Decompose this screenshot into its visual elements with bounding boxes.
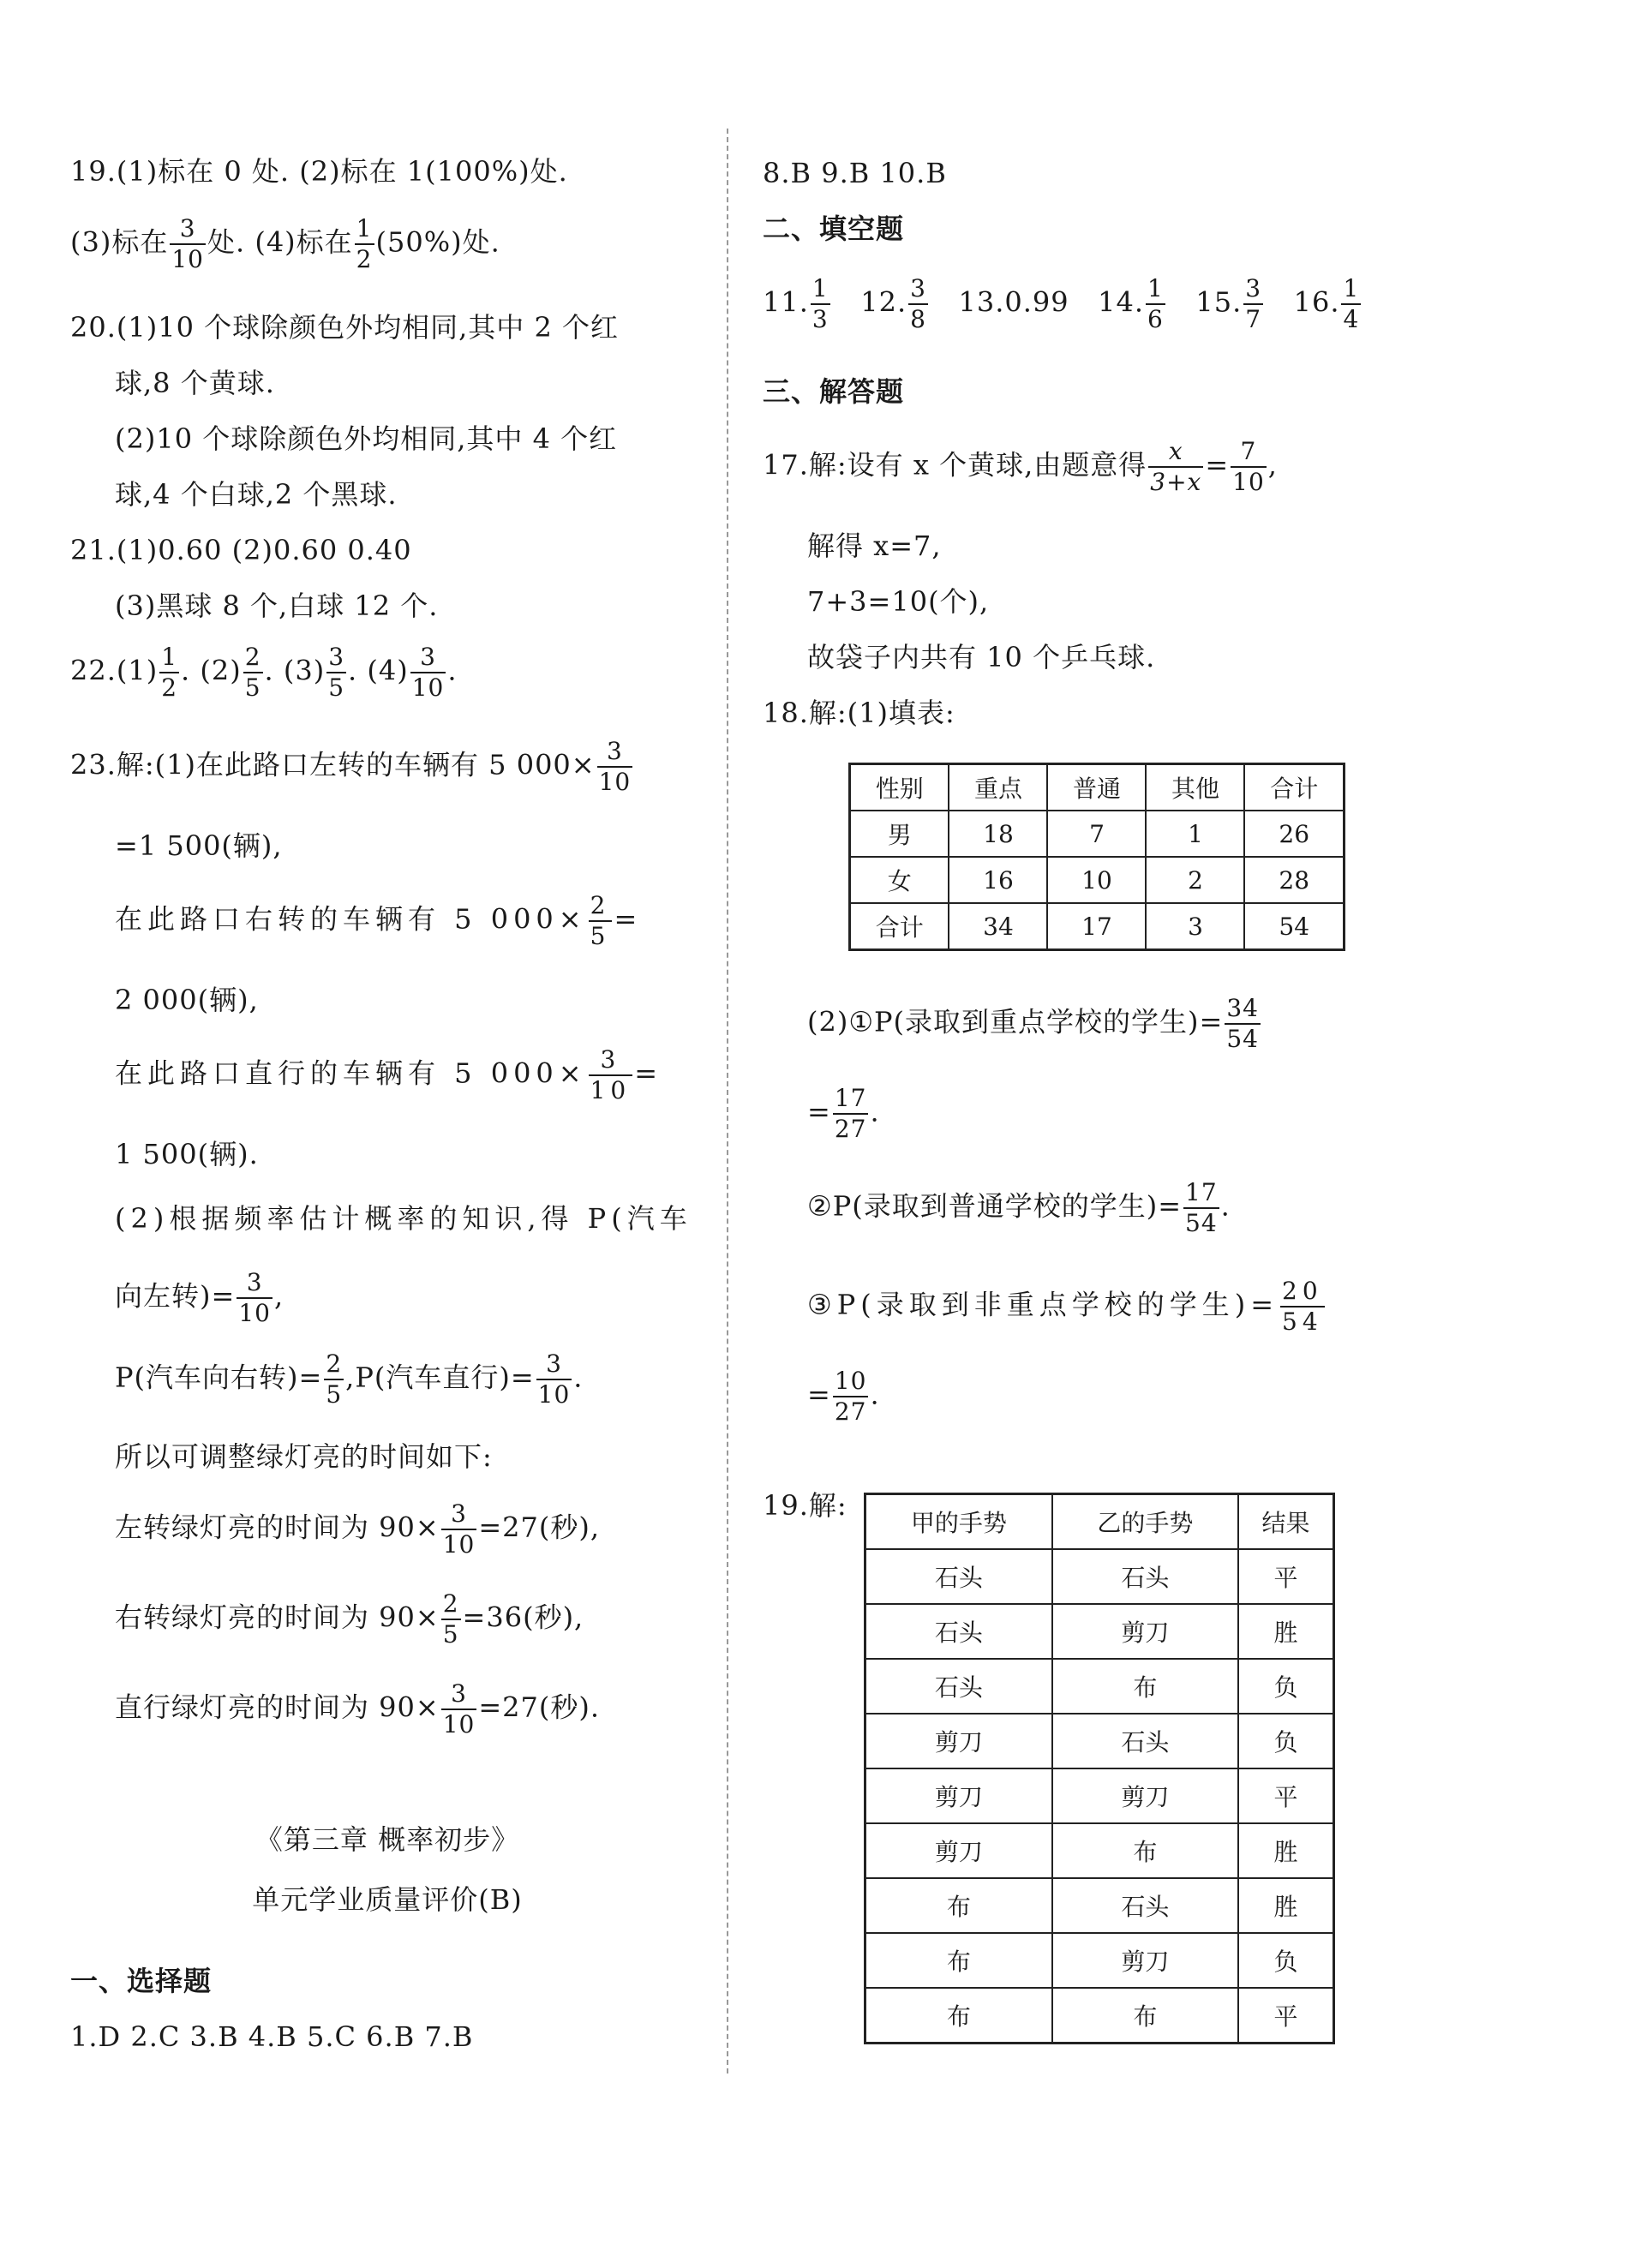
fraction: $\frac{17}{54}$ — [1185, 1178, 1218, 1237]
fraction: $\frac{2}{5}$ — [590, 891, 611, 950]
table-cell: 女 — [850, 857, 949, 903]
table-cell: 布 — [1052, 1988, 1238, 2044]
answer-23-line12: 右转绿灯亮的时间为 90× $\frac{2}{5}$ =36(秒), — [115, 1589, 584, 1649]
fraction: $\frac{3}{10}$ — [442, 1499, 476, 1559]
table-cell: 17 — [1047, 903, 1146, 950]
section-solve-heading: 三、解答题 — [763, 375, 905, 408]
table-cell: 18 — [949, 811, 1047, 857]
table-header-cell: 合计 — [1244, 764, 1344, 811]
fraction: $\frac{20}{54}$ — [1282, 1277, 1323, 1336]
table-cell: 石头 — [1052, 1878, 1238, 1933]
fill-answers: 11. $\frac{1}{3}$ 12. $\frac{3}{8}$ 13.0.99 14. $\frac{1}{6}$ 15. $\frac{3}{7}$ 16. $\frac{1}{4}$ — [763, 274, 1360, 333]
chapter-title: 《第三章 概率初步》 — [255, 1823, 520, 1856]
answer-18-line2: (2)①P(录取到重点学校的学生)= $\frac{34}{54}$ — [807, 994, 1259, 1053]
table-row — [865, 1549, 1334, 1604]
answer-19-line2: (3)标在 $\frac{3}{10}$ 处. (4)标在 $\frac{1}{2}$ (50%)处. — [70, 214, 500, 273]
table-row — [850, 903, 1345, 950]
fraction: $\frac{10}{27}$ — [834, 1367, 867, 1426]
answer-20-line2: 球,8 个黄球. — [115, 367, 275, 399]
answer-23-line2: =1 500(辆), — [115, 829, 283, 862]
table-cell: 剪刀 — [1052, 1604, 1238, 1659]
answer-18-line5: ③P(录取到非重点学校的学生)= $\frac{20}{54}$ — [807, 1277, 1323, 1336]
answer-23-line1: 23.解:(1)在此路口左转的车辆有 5 000× $\frac{3}{10}$ — [70, 737, 632, 796]
table-cell: 28 — [1244, 857, 1344, 903]
section-choice-heading: 一、选择题 — [70, 1965, 213, 1997]
answer-23-line10: 所以可调整绿灯亮的时间如下: — [115, 1440, 493, 1473]
table-cell: 平 — [1238, 1768, 1334, 1823]
table-cell: 胜 — [1238, 1823, 1334, 1878]
table-row — [865, 1604, 1334, 1659]
table-cell: 布 — [1052, 1659, 1238, 1714]
table-cell: 布 — [865, 1878, 1052, 1933]
table-cell: 3 — [1146, 903, 1244, 950]
answer-22: 22.(1) $\frac{1}{2}$ . (2) $\frac{2}{5}$ . (3) $\frac{3}{5}$ . (4) $\frac{3}{10}$ . — [70, 643, 458, 702]
answer-23-line5: 在此路口直行的车辆有 5 000× $\frac{3}{10}$ = — [115, 1045, 663, 1104]
fraction: $\frac{2}{5}$ — [442, 1589, 459, 1649]
fraction: $\frac{3}{10}$ — [238, 1268, 271, 1327]
answer-23-line9: P(汽车向右转)= $\frac{2}{5}$ ,P(汽车直行)= $\frac{3}{10}$ . — [115, 1349, 584, 1409]
table-cell: 负 — [1238, 1933, 1334, 1988]
answer-18-line4: ②P(录取到普通学校的学生)= $\frac{17}{54}$ . — [807, 1178, 1231, 1237]
answer-23-line8: 向左转)= $\frac{3}{10}$ , — [115, 1268, 284, 1327]
fraction: $\frac{3}{10}$ — [171, 214, 204, 273]
fraction: $\frac{1}{2}$ — [356, 214, 373, 273]
table-cell: 26 — [1244, 811, 1344, 857]
fraction: $\frac{3}{10}$ — [411, 643, 445, 702]
fraction: $\frac{1}{3}$ — [812, 274, 829, 333]
table-cell: 16 — [949, 857, 1047, 903]
table-row — [865, 1768, 1334, 1823]
table-header-cell: 其他 — [1146, 764, 1244, 811]
table-row — [850, 811, 1345, 857]
table-header-cell: 甲的手势 — [865, 1494, 1052, 1550]
answer-20-line4: 球,4 个白球,2 个黑球. — [115, 478, 398, 511]
fraction: $\frac{17}{27}$ — [834, 1084, 867, 1143]
answer-19-label: 19.解: — [763, 1489, 847, 1522]
fraction: $\frac{3}{8}$ — [910, 274, 926, 333]
table-cell: 石头 — [865, 1604, 1052, 1659]
table-cell: 剪刀 — [1052, 1933, 1238, 1988]
answer-20-line3: (2)10 个球除颜色外均相同,其中 4 个红 — [115, 422, 618, 455]
table-header-cell: 普通 — [1047, 764, 1146, 811]
answer-18-line6: = $\frac{10}{27}$ . — [807, 1367, 880, 1426]
table-cell: 负 — [1238, 1714, 1334, 1768]
table-cell: 54 — [1244, 903, 1344, 950]
answer-17-line1: 17.解:设有 x 个黄球,由题意得 $\frac{x}{3+x}$ = $\frac{7}{10}$ , — [763, 437, 1278, 496]
rock-paper-scissors-table — [864, 1493, 1335, 2044]
table-cell: 剪刀 — [865, 1823, 1052, 1878]
answer-23-line3: 在此路口右转的车辆有 5 000× $\frac{2}{5}$ = — [115, 891, 643, 950]
table-cell: 剪刀 — [865, 1768, 1052, 1823]
table-cell: 布 — [1052, 1823, 1238, 1878]
section-fill-heading: 二、填空题 — [763, 212, 905, 245]
table-cell: 负 — [1238, 1659, 1334, 1714]
answer-18-line3: = $\frac{17}{27}$ . — [807, 1084, 880, 1143]
table-row — [865, 1823, 1334, 1878]
table-cell: 布 — [865, 1988, 1052, 2044]
fraction: $\frac{3}{10}$ — [442, 1679, 476, 1738]
fraction: $\frac{3}{7}$ — [1245, 274, 1262, 333]
table-cell: 2 — [1146, 857, 1244, 903]
unit-title: 单元学业质量评价(B) — [252, 1883, 523, 1916]
fraction: $\frac{7}{10}$ — [1232, 437, 1265, 496]
table-cell: 石头 — [865, 1549, 1052, 1604]
table-cell: 布 — [865, 1933, 1052, 1988]
table-header-row — [865, 1494, 1334, 1550]
table-cell: 合计 — [850, 903, 949, 950]
column-divider — [727, 129, 728, 2074]
fraction: $\frac{1}{6}$ — [1147, 274, 1164, 333]
table-cell: 石头 — [1052, 1549, 1238, 1604]
answer-19-line1: 19.(1)标在 0 处. (2)标在 1(100%)处. — [70, 155, 568, 188]
choice-answers-8-10: 8.B 9.B 10.B — [763, 157, 947, 189]
answer-23-line7: (2)根据频率估计概率的知识,得 P(汽车 — [115, 1202, 692, 1235]
fraction: $\frac{3}{10}$ — [590, 1045, 632, 1104]
answer-18-line1: 18.解:(1)填表: — [763, 697, 955, 729]
choice-answers-1-7: 1.D 2.C 3.B 4.B 5.C 6.B 7.B — [70, 2020, 474, 2053]
table-row — [865, 1878, 1334, 1933]
fraction: $\frac{x}{3+x}$ — [1150, 437, 1202, 496]
table-cell: 平 — [1238, 1988, 1334, 2044]
table-cell: 男 — [850, 811, 949, 857]
table-header-cell: 结果 — [1238, 1494, 1334, 1550]
table-header-cell: 重点 — [949, 764, 1047, 811]
fraction: $\frac{3}{10}$ — [598, 737, 632, 796]
fraction: $\frac{3}{5}$ — [328, 643, 345, 702]
table-row — [865, 1933, 1334, 1988]
table-cell: 胜 — [1238, 1878, 1334, 1933]
table-cell: 石头 — [865, 1659, 1052, 1714]
table-cell: 石头 — [1052, 1714, 1238, 1768]
table-cell: 34 — [949, 903, 1047, 950]
answer-17-line3: 7+3=10(个), — [807, 585, 990, 618]
table-cell: 剪刀 — [865, 1714, 1052, 1768]
table-row — [865, 1988, 1334, 2044]
table-row — [850, 857, 1345, 903]
table-cell: 7 — [1047, 811, 1146, 857]
table-cell: 平 — [1238, 1549, 1334, 1604]
fraction: $\frac{2}{5}$ — [244, 643, 261, 702]
admission-table — [848, 763, 1345, 951]
table-header-cell: 性别 — [850, 764, 949, 811]
answer-17-line4: 故袋子内共有 10 个乒乓球. — [807, 641, 1156, 673]
answer-23-line4: 2 000(辆), — [115, 984, 259, 1016]
answer-21-line2: (3)黑球 8 个,白球 12 个. — [115, 589, 439, 622]
fraction: $\frac{1}{4}$ — [1343, 274, 1360, 333]
table-cell: 10 — [1047, 857, 1146, 903]
answer-23-line11: 左转绿灯亮的时间为 90× $\frac{3}{10}$ =27(秒), — [115, 1499, 601, 1559]
answer-23-line13: 直行绿灯亮的时间为 90× $\frac{3}{10}$ =27(秒). — [115, 1679, 601, 1738]
table-row — [865, 1714, 1334, 1768]
fraction: $\frac{3}{10}$ — [537, 1349, 571, 1409]
answer-17-line2: 解得 x=7, — [807, 530, 942, 562]
answer-20-line1: 20.(1)10 个球除颜色外均相同,其中 2 个红 — [70, 311, 619, 344]
table-row — [865, 1659, 1334, 1714]
fraction: $\frac{1}{2}$ — [161, 643, 178, 702]
answer-21-line1: 21.(1)0.60 (2)0.60 0.40 — [70, 534, 412, 566]
fraction: $\frac{34}{54}$ — [1226, 994, 1259, 1053]
fraction: $\frac{2}{5}$ — [326, 1349, 343, 1409]
table-header-row — [850, 764, 1345, 811]
table-header-cell: 乙的手势 — [1052, 1494, 1238, 1550]
table-cell: 胜 — [1238, 1604, 1334, 1659]
answer-23-line6: 1 500(辆). — [115, 1138, 259, 1170]
table-cell: 剪刀 — [1052, 1768, 1238, 1823]
table-cell: 1 — [1146, 811, 1244, 857]
